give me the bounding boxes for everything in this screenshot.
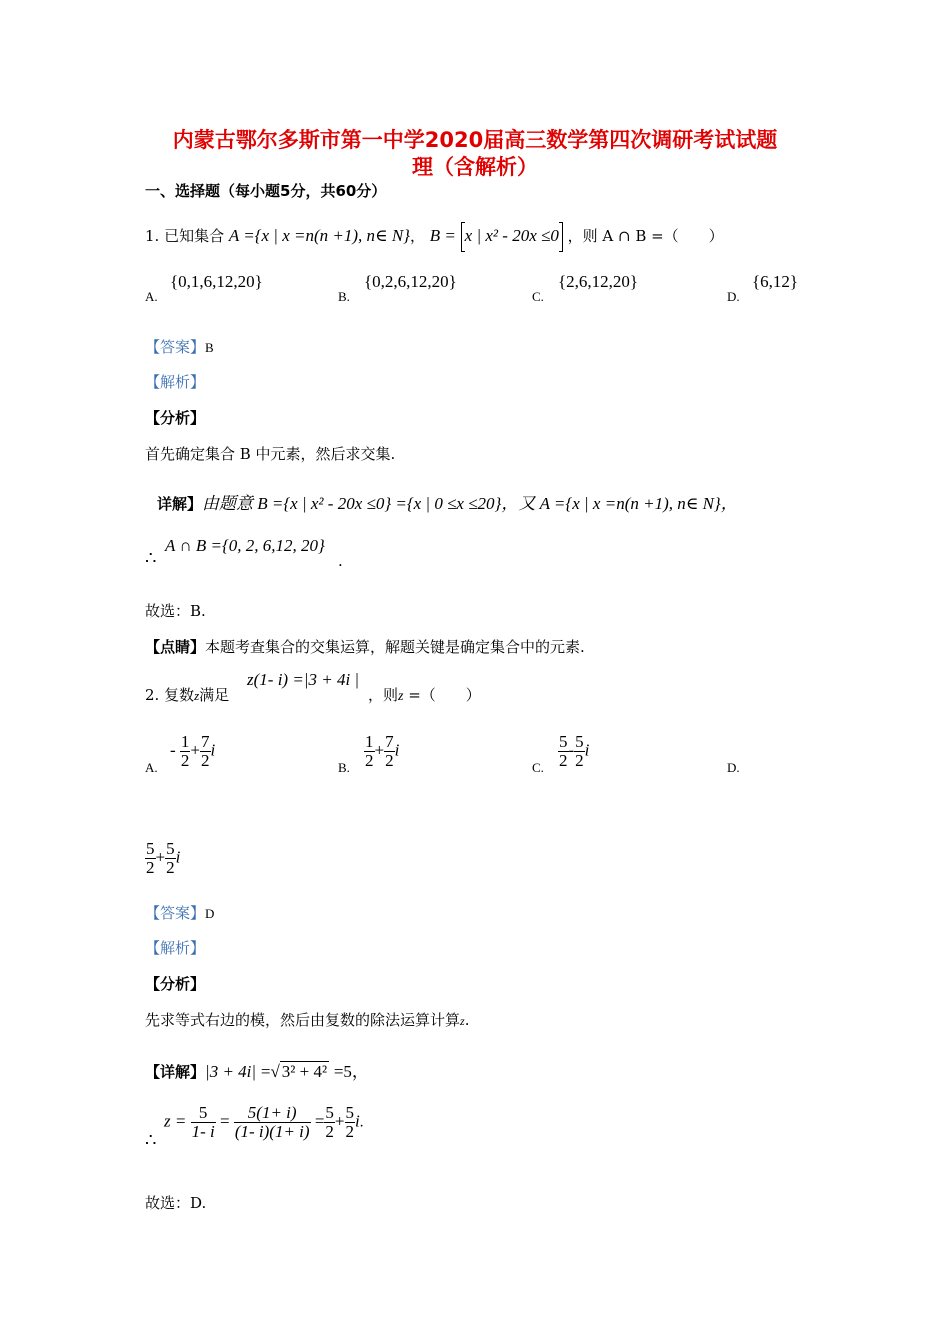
denominator: 2 [345,1121,354,1141]
denominator: 1- i [191,1121,215,1141]
q2-choose: 故选：D. [145,1194,207,1212]
q1-option-b-letter: B. [338,289,350,304]
q2-answer-value: D [205,906,215,921]
q2-option-d-frac1 [145,840,156,877]
q1-detail-text: 由题意 B ={x | x² - 20x ≤0} ={x | 0 ≤x ≤20}，又 A ={x | x =n(n +1), n∈ N}， [202,494,738,513]
q2-option-c-frac2 [574,733,585,770]
denominator: 2 [201,750,210,770]
document-title-line2: 理（含解析） [412,155,538,179]
q1-dianjing-line [145,636,585,657]
denominator: 2 [166,857,175,877]
q2-equation: z(1- i) =|3 + 4i | [247,670,360,689]
q2-option-a-sign: - [170,740,176,760]
q1-fenxi-tag: 【分析】 [145,409,206,427]
detail-tag: 【详解】 [145,1063,206,1081]
q2-fenxi-text: 先求等式右边的模，然后由复数的除法运算计算 [145,1011,461,1029]
q1-choose: 故选：B. [145,602,206,620]
q2-detail-line [145,1057,369,1082]
q1-option-c-value: {2,6,12,20} [558,272,639,291]
equals: = [219,1111,230,1131]
q1-option-d-letter: D. [727,289,740,304]
q1-detail-line [157,489,738,514]
denominator: 2 [146,857,155,877]
numerator: 5 [146,839,155,858]
q2-sqrt-body: 3² + 4² [281,1062,328,1081]
operator: + [190,740,201,760]
imag-unit: i [394,740,400,760]
q1-dianjing-text: 本题考查集合的交集运算，解题关键是确定集合中的元素. [205,638,585,656]
numerator: 5(1+ i) [234,1104,311,1123]
q2-option-a-frac2 [200,733,211,770]
comma: ， [409,227,425,245]
numerator: 7 [201,732,210,751]
q1-analysis-tag: 【解析】 [145,373,206,391]
numerator: 1 [180,732,190,751]
imag-unit: i [355,1111,360,1131]
q1-result: A ∩ B ={0, 2, 6,12, 20} [165,536,325,555]
answer-tag: 【答案】 [145,904,206,922]
question-1-prefix: 1. 已知集合 [145,227,225,245]
numerator: 5 [345,1103,354,1122]
q2-analysis-tag: 【解析】 [145,939,206,957]
operator: + [374,740,385,760]
denominator: 2 [325,1121,334,1141]
q1-option-d-value: {6,12} [752,272,799,291]
numerator: 1 [365,732,374,751]
imag-unit: i [210,740,216,760]
detail-tag: 详解】 [157,495,203,513]
calc-frac4 [345,1104,356,1141]
dianjing-tag: 【点睛】 [145,638,206,656]
right-brace [559,222,563,252]
period: . [464,1011,470,1029]
q2-option-c-frac1 [558,733,569,770]
imag-unit: i [175,847,181,867]
denominator: 2 [385,750,394,770]
q2-detail-modulus: |3 + 4i| [205,1062,257,1081]
z-equals: z = [164,1111,187,1131]
q2-ask [368,684,481,705]
operator: - [568,740,575,760]
numerator: 5 [325,1103,334,1122]
q2-fenxi-line [145,1009,469,1030]
question-1-ask: ，则 A ∩ B =（ ） [567,227,724,245]
numerator: 5 [575,732,584,751]
q2-ask-pre: ，则 [368,686,399,704]
section-heading: 一、选择题（每小题5分，共60分） [145,182,387,200]
question-2-stem [145,684,229,705]
q1-fenxi-text: 首先确定集合 B 中元素，然后求交集. [145,445,396,463]
therefore-symbol: ∴ [145,548,157,569]
q2-option-d-letter: D. [727,760,740,775]
sqrt-sign: √ [270,1062,280,1081]
q2-fenxi-var: z [460,1014,465,1028]
set-b-head: B = [429,226,456,245]
numerator: 5 [166,839,175,858]
equals: = [260,1062,271,1081]
question-2-prefix: 2. 复数 [145,686,195,704]
q2-calculation [164,1104,363,1141]
numerator: 5 [559,732,568,751]
q2-var-z: z [194,688,200,703]
q2-option-a-value [170,733,215,770]
q2-detail-result: =5， [333,1062,369,1081]
calc-frac3 [324,1104,335,1141]
imag-unit: i [584,740,590,760]
plus: + [334,1111,345,1131]
q2-answer-line [145,902,214,923]
q1-answer-line [145,336,214,357]
q2-option-a-frac1 [180,733,191,770]
q2-option-b-frac2 [384,733,395,770]
numerator: 5 [191,1104,216,1123]
denominator: 2 [559,750,568,770]
operator: + [155,847,166,867]
q2-option-c-value [558,733,589,770]
q2-option-d-value [145,840,180,877]
q2-option-d-frac2 [165,840,176,877]
calc-frac2 [234,1104,311,1141]
q1-option-a-value: {0,1,6,12,20} [170,272,263,291]
q1-option-c-letter: C. [532,289,544,304]
period: . [338,552,343,570]
q2-var-z2: z [398,689,404,704]
period: . [359,1114,364,1131]
document-title-line1: 内蒙古鄂尔多斯市第一中学2020届高三数学第四次调研考试试题 [172,128,778,152]
numerator: 7 [385,732,394,751]
q2-option-b-value [364,733,399,770]
q2-option-b-letter: B. [338,760,350,775]
q2-option-b-frac1 [364,733,375,770]
answer-tag: 【答案】 [145,338,206,356]
q2-option-a-letter: A. [145,760,158,775]
equals: = [314,1111,325,1131]
set-b-body: x | x² - 20x ≤0 [464,226,559,245]
q2-mid: 满足 [199,686,230,704]
q2-ask-post: =（ ） [403,686,481,704]
q1-answer-value: B [205,340,214,355]
denominator: (1- i)(1+ i) [234,1121,310,1141]
set-a-definition: A ={x | x =n(n +1), n∈ N} [228,226,410,245]
denominator: 2 [180,750,190,770]
denominator: 2 [575,750,584,770]
q1-option-a-letter: A. [145,289,158,304]
question-1-stem [145,222,724,252]
therefore-symbol-2: ∴ [145,1130,157,1151]
calc-frac1 [191,1104,216,1141]
q2-option-c-letter: C. [532,760,544,775]
q1-option-b-value: {0,2,6,12,20} [364,272,457,291]
q2-fenxi-tag: 【分析】 [145,975,206,993]
denominator: 2 [365,750,374,770]
